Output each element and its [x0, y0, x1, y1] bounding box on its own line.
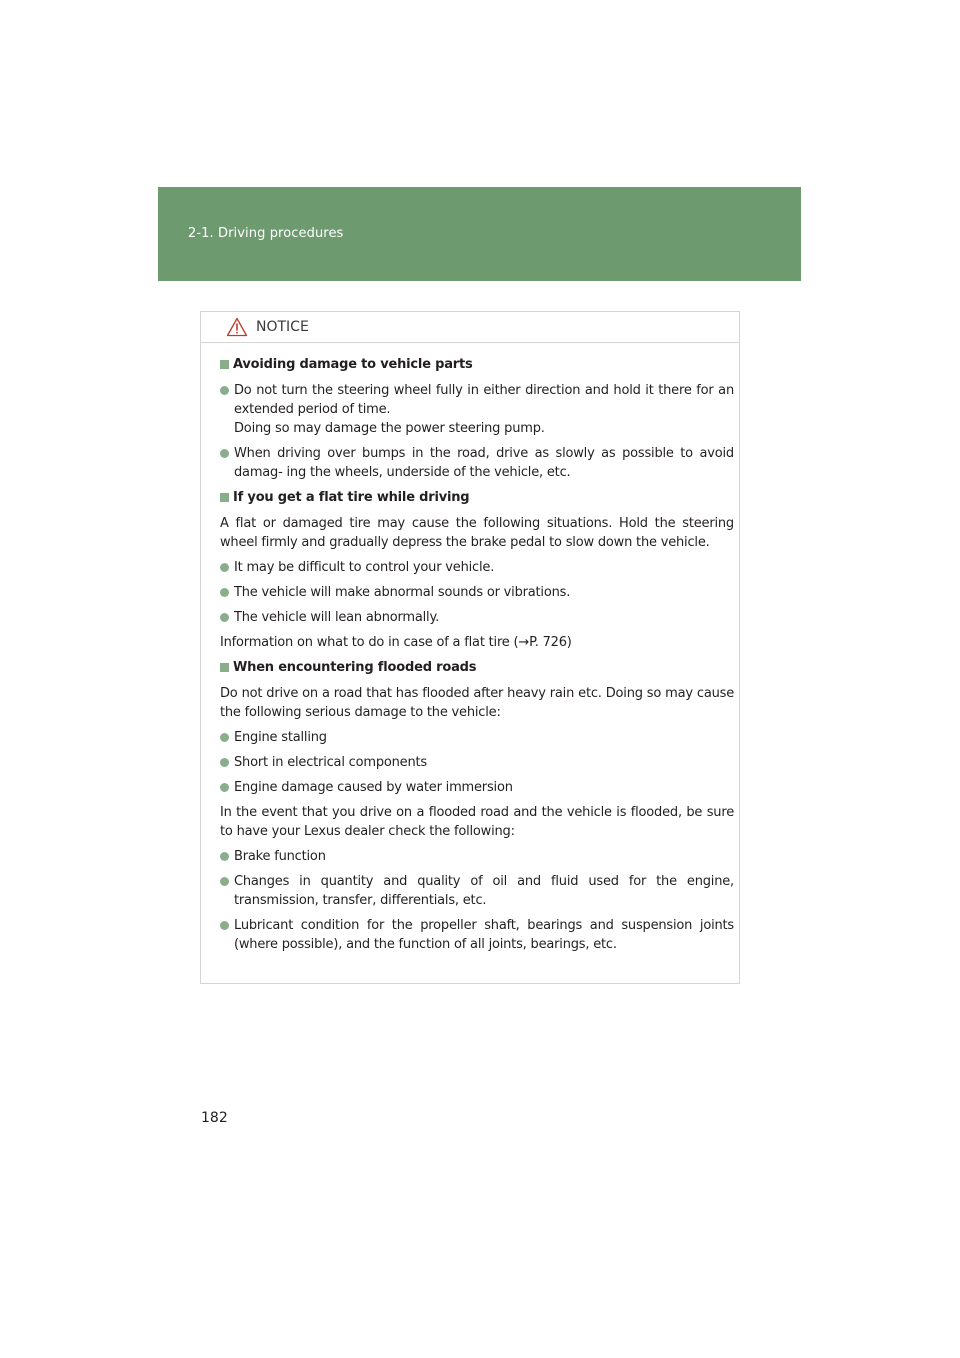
bullet-icon: [220, 783, 229, 792]
warning-triangle-icon: [226, 317, 248, 337]
page-number: 182: [201, 1110, 228, 1126]
section-heading: Avoiding damage to vehicle parts: [220, 355, 734, 374]
list-item: [220, 444, 734, 482]
header-band: [158, 187, 801, 281]
bullet-text: Do not turn the steering wheel fully in either direction and hold it there for an extended period of time.: [234, 383, 734, 417]
bullet-icon: [220, 852, 229, 861]
paragraph: A flat or damaged tire may cause the following situations. Hold the steering wheel firmly and gradually depress the brake pedal to slow down the vehicle.: [220, 516, 734, 550]
section-heading: When encountering flooded roads: [220, 658, 734, 677]
bullet-icon: [220, 613, 229, 622]
bullet-text: Changes in quantity and quality of oil and fluid used for the engine, transmission, transfer, differentials, etc.: [234, 874, 734, 908]
bullet-icon: [220, 563, 229, 572]
notice-title: NOTICE: [256, 319, 309, 335]
list-item: [220, 916, 734, 954]
notice-box: [200, 311, 740, 984]
bullet-text: The vehicle will make abnormal sounds or vibrations.: [234, 585, 571, 600]
bullet-icon: [220, 733, 229, 742]
bullet-text: Short in electrical components: [234, 755, 427, 770]
bullet-icon: [220, 758, 229, 767]
bullet-icon: [220, 921, 229, 930]
list-item: [220, 558, 734, 577]
bullet-text: Engine damage caused by water immersion: [234, 780, 513, 795]
bullet-icon: [220, 877, 229, 886]
list-item: [220, 778, 734, 797]
paragraph: Information on what to do in case of a flat tire (→P. 726): [220, 635, 572, 650]
bullet-text: Brake function: [234, 849, 326, 864]
bullet-text: Engine stalling: [234, 730, 327, 745]
bullet-icon: [220, 386, 229, 395]
bullet-text: When driving over bumps in the road, drive as slowly as possible to avoid damag- ing the wheels, underside of the vehicle, etc.: [234, 446, 734, 480]
bullet-text: It may be difficult to control your vehicle.: [234, 560, 495, 575]
bullet-icon: [220, 449, 229, 458]
paragraph: In the event that you drive on a flooded road and the vehicle is flooded, be sure to have your Lexus dealer check the following:: [220, 805, 734, 839]
list-item: [220, 381, 734, 438]
section-heading: If you get a flat tire while driving: [220, 488, 734, 507]
list-item: [220, 583, 734, 602]
list-item: [220, 872, 734, 910]
bullet-subtext: Doing so may damage the power steering pump.: [234, 421, 545, 436]
bullet-text: Lubricant condition for the propeller shaft, bearings and suspension joints (where possible), and the function of all joints, bearings, etc.: [234, 918, 734, 952]
list-item: [220, 608, 734, 627]
bullet-text: The vehicle will lean abnormally.: [234, 610, 440, 625]
bullet-icon: [220, 588, 229, 597]
paragraph: Do not drive on a road that has flooded after heavy rain etc. Doing so may cause the following serious damage to the vehicle:: [220, 686, 734, 720]
section-title: 2-1. Driving procedures: [188, 226, 344, 241]
notice-header: [201, 312, 739, 343]
list-item: [220, 847, 734, 866]
list-item: [220, 753, 734, 772]
list-item: [220, 728, 734, 747]
notice-body: [201, 343, 739, 960]
